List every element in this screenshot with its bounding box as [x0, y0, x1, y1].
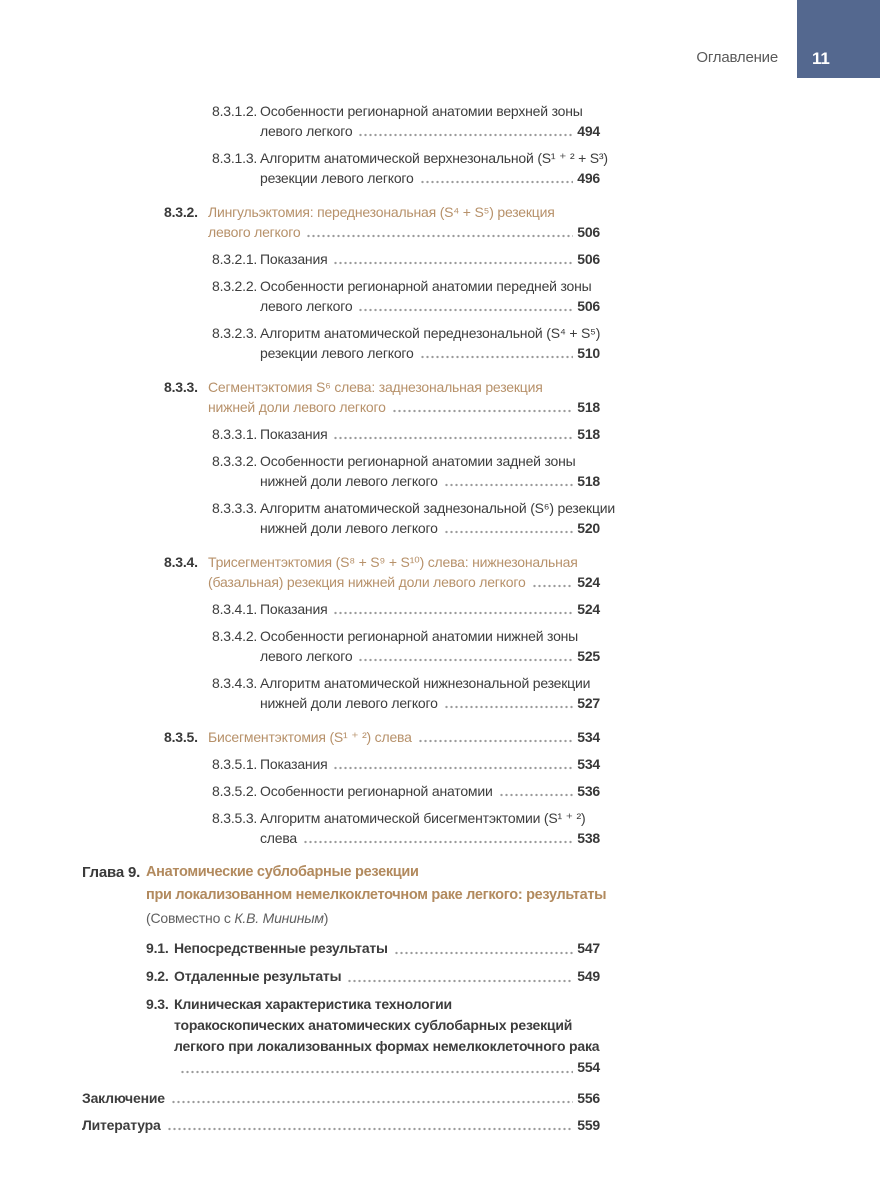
entry-text: легкого при локализованных формах немелкоклеточного рака: [174, 1038, 600, 1054]
entry-text: Алгоритм анатомической заднезональной (S⁶) резекции: [260, 500, 616, 516]
dotted-leader: [394, 951, 573, 955]
toc-entry: [146, 938, 600, 959]
entry-number: 9.2.: [146, 968, 169, 984]
entry-text: Литература: [82, 1117, 161, 1133]
entry-text: Особенности регионарной анатомии передней зоны: [260, 278, 592, 294]
entry-page-ref: 510: [577, 345, 600, 361]
chapter-9-block: [82, 861, 607, 1085]
entry-body: [260, 249, 600, 269]
entry-body: [260, 754, 600, 774]
toc-entry: [82, 808, 600, 848]
dotted-leader: [499, 793, 574, 797]
dotted-leader: [347, 979, 573, 983]
chapter-titles: [146, 861, 607, 1085]
entry-number: 8.3.4.1.: [212, 601, 258, 617]
entry-text: Особенности регионарной анатомии задней зоны: [260, 453, 576, 469]
entry-body: [260, 808, 600, 848]
toc-entry: [82, 1088, 600, 1108]
entry-page-ref: 536: [577, 783, 600, 799]
entry-page-ref: 524: [577, 601, 600, 617]
entry-number: 8.3.4.: [164, 554, 198, 570]
entry-number: 8.3.2.1.: [212, 251, 258, 267]
chapter-heading: [82, 861, 607, 1085]
entry-page-ref: 518: [577, 426, 600, 442]
entry-body: [82, 1088, 600, 1108]
entry-number: 8.3.3.2.: [212, 453, 258, 469]
entry-text: Клиническая характеристика технологии: [174, 996, 452, 1012]
entry-body: [260, 673, 600, 713]
entry-text: Бисегментэктомия (S¹ ⁺ ²) слева: [208, 729, 412, 745]
toc-entry: [82, 424, 600, 444]
toc-entry: [82, 195, 600, 242]
entry-page-ref: 506: [577, 298, 600, 314]
toc-entry: [82, 545, 600, 592]
entry-text: резекции левого легкого: [260, 170, 414, 186]
chapter-title-line-2: при локализованном немелкоклеточном раке легкого: результаты: [146, 887, 607, 903]
entry-text: нижней доли левого легкого: [260, 695, 438, 711]
entry-number: 8.3.5.2.: [212, 783, 258, 799]
entry-text: левого легкого: [208, 224, 301, 240]
entry-text: нижней доли левого легкого: [260, 520, 438, 536]
toc-entry: [82, 451, 600, 491]
backmatter-entries: [82, 1088, 600, 1142]
toc-entry: [82, 370, 600, 417]
entry-page-ref: 549: [577, 968, 600, 984]
entry-body: [260, 276, 600, 316]
entry-body: [260, 626, 600, 666]
entry-number: 8.3.3.: [164, 379, 198, 395]
entry-number: 8.3.4.3.: [212, 675, 258, 691]
entry-page-ref: 554: [577, 1059, 600, 1075]
entry-text: Трисегментэктомия (S⁸ + S⁹ + S¹⁰) слева: нижнезональная: [208, 554, 578, 570]
entry-text: Показания: [260, 601, 328, 617]
toc-entry: [146, 966, 600, 987]
toc-entry: [82, 673, 600, 713]
entry-page-ref: 538: [577, 830, 600, 846]
entry-page-ref: 506: [577, 251, 600, 267]
entry-text: Показания: [260, 756, 328, 772]
chapter-label: Глава 9.: [82, 864, 141, 881]
entry-text: Алгоритм анатомической верхнезональной (S¹ ⁺ ² + S³): [260, 150, 608, 166]
toc-entry: [82, 148, 608, 188]
toc-entry: [82, 599, 600, 619]
entry-text: Показания: [260, 426, 328, 442]
entry-page-ref: 496: [577, 170, 600, 186]
chapter-9-entries: [146, 938, 600, 1078]
entry-body: [174, 994, 600, 1078]
toc-entry: [82, 101, 600, 141]
dotted-leader: [171, 1100, 573, 1104]
entry-text: левого легкого: [260, 298, 353, 314]
dotted-leader: [333, 261, 573, 265]
dotted-leader: [333, 611, 573, 615]
entry-text: резекции левого легкого: [260, 345, 414, 361]
entry-text: Алгоритм анатомической бисегментэктомии (S¹ ⁺ ²): [260, 810, 586, 826]
entry-text: Алгоритм анатомической нижнезональной резекции: [260, 675, 591, 691]
dotted-leader: [303, 840, 573, 844]
entry-body: [174, 938, 600, 959]
entry-body: [260, 781, 600, 801]
entry-body: [208, 377, 600, 417]
entry-text: Непосредственные результаты: [174, 940, 388, 956]
entry-number: 8.3.3.1.: [212, 426, 258, 442]
coauthor-name: К.В. Мининым: [234, 910, 324, 926]
coauthor-suffix: ): [323, 910, 329, 926]
toc-entry: [82, 781, 600, 801]
entry-text: нижней доли левого легкого: [260, 473, 438, 489]
entry-page-ref: 494: [577, 123, 600, 139]
toc-entry: [82, 626, 600, 666]
entry-number: 8.3.2.2.: [212, 278, 258, 294]
dotted-leader: [333, 436, 573, 440]
entry-number: 9.3.: [146, 996, 169, 1012]
entry-body: [260, 424, 600, 444]
entry-number: 8.3.1.3.: [212, 150, 258, 166]
toc-entry: [82, 754, 600, 774]
entry-page-ref: 518: [577, 399, 600, 415]
entry-page-ref: 527: [577, 695, 600, 711]
entry-body: [208, 727, 600, 747]
entry-page-ref: 534: [577, 729, 600, 745]
table-of-contents: [82, 101, 616, 855]
entry-number: 8.3.5.: [164, 729, 198, 745]
chapter-coauthor-note: [146, 907, 600, 929]
entry-text: (базальная) резекция нижней доли левого легкого: [208, 574, 526, 590]
entry-text: Отдаленные результаты: [174, 968, 342, 984]
entry-text: Особенности регионарной анатомии: [260, 783, 493, 799]
dotted-leader: [358, 133, 573, 137]
running-header: Оглавление: [696, 49, 778, 66]
entry-number: 9.1.: [146, 940, 169, 956]
entry-page-ref: 525: [577, 648, 600, 664]
entry-text: Лингульэктомия: переднезональная (S⁴ + S⁵) резекция: [208, 204, 555, 220]
dotted-leader: [444, 530, 574, 534]
entry-body: [208, 552, 600, 592]
dotted-leader: [420, 180, 574, 184]
entry-page-ref: 524: [577, 574, 600, 590]
dotted-leader: [180, 1070, 573, 1074]
dotted-leader: [420, 355, 574, 359]
entry-text: Сегментэктомия S⁶ слева: заднезональная резекция: [208, 379, 543, 395]
toc-entry: [82, 323, 600, 363]
entry-text: Алгоритм анатомической переднезональной (S⁴ + S⁵): [260, 325, 601, 341]
entry-number: 8.3.2.: [164, 204, 198, 220]
entry-number: 8.3.3.3.: [212, 500, 258, 516]
entry-page-ref: 547: [577, 940, 600, 956]
dotted-leader: [392, 409, 574, 413]
toc-entry: [146, 994, 600, 1078]
entry-text: Показания: [260, 251, 328, 267]
entry-page-ref: 556: [577, 1090, 600, 1106]
entry-page-ref: 506: [577, 224, 600, 240]
page-number-badge: [797, 0, 880, 78]
coauthor-prefix: (Совместно с: [146, 910, 235, 926]
entry-body: [260, 323, 600, 363]
entry-body: [208, 202, 600, 242]
toc-entry: [82, 498, 616, 538]
entry-text: Особенности регионарной анатомии нижней зоны: [260, 628, 579, 644]
entry-text: Заключение: [82, 1090, 165, 1106]
dotted-leader: [444, 483, 574, 487]
entry-text: торакоскопических анатомических сублобарных резекций: [174, 1017, 573, 1033]
entry-body: [260, 148, 608, 188]
entry-body: [82, 1115, 600, 1135]
entry-page-ref: 520: [577, 520, 600, 536]
dotted-leader: [333, 766, 573, 770]
entry-page-ref: 559: [577, 1117, 600, 1133]
entry-body: [260, 498, 616, 538]
entry-body: [174, 966, 600, 987]
entry-number: 8.3.1.2.: [212, 103, 258, 119]
dotted-leader: [358, 658, 573, 662]
entry-page-ref: 518: [577, 473, 600, 489]
chapter-title-line-1: Анатомические сублобарные резекции: [146, 864, 419, 880]
dotted-leader: [444, 705, 574, 709]
entry-body: [260, 451, 600, 491]
entry-body: [260, 101, 600, 141]
toc-entry: [82, 720, 600, 747]
dotted-leader: [358, 308, 573, 312]
entry-page-ref: 534: [577, 756, 600, 772]
entry-number: 8.3.4.2.: [212, 628, 258, 644]
dotted-leader: [306, 234, 573, 238]
dotted-leader: [418, 739, 574, 743]
entry-text: нижней доли левого легкого: [208, 399, 386, 415]
dotted-leader: [167, 1127, 574, 1131]
entry-text: слева: [260, 830, 298, 846]
entry-body: [260, 599, 600, 619]
toc-entry: [82, 249, 600, 269]
entry-number: 8.3.2.3.: [212, 325, 258, 341]
dotted-leader: [532, 584, 574, 588]
toc-entry: [82, 276, 600, 316]
page-number: 11: [812, 49, 830, 68]
entry-text: левого легкого: [260, 123, 353, 139]
toc-entry: [82, 1115, 600, 1135]
entry-number: 8.3.5.1.: [212, 756, 258, 772]
entry-text: Особенности регионарной анатомии верхней зоны: [260, 103, 583, 119]
entry-text: левого легкого: [260, 648, 353, 664]
entry-number: 8.3.5.3.: [212, 810, 258, 826]
